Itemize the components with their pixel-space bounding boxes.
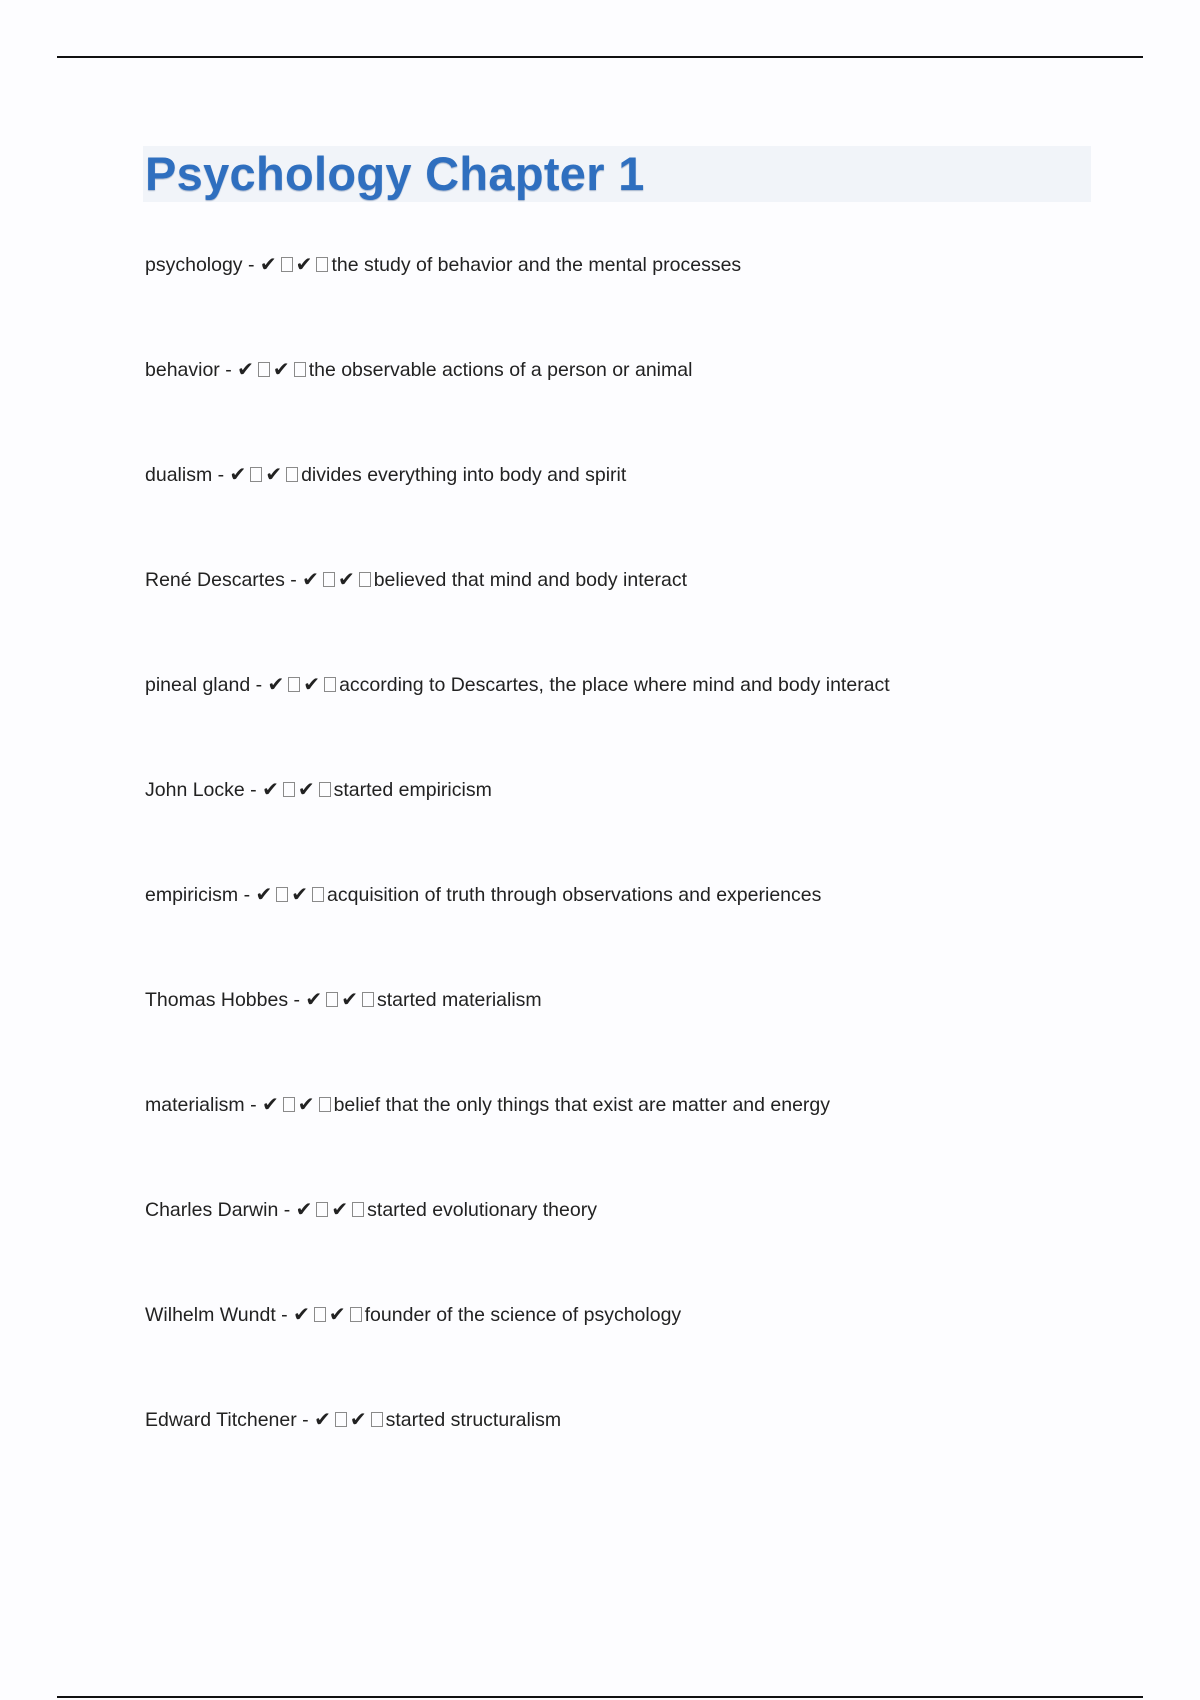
definition: started empiricism — [333, 779, 492, 801]
missing-glyph-box-icon — [316, 1202, 328, 1217]
missing-glyph-box-icon — [323, 572, 335, 587]
flashcard-entry — [145, 1302, 890, 1407]
separator: - — [288, 989, 306, 1011]
check-icon: ✔ — [237, 357, 254, 381]
missing-glyph-box-icon — [319, 1097, 331, 1112]
check-icon: ✔ — [262, 777, 279, 801]
flashcard-entry — [145, 987, 890, 1092]
separator: - — [278, 1199, 296, 1221]
definition: acquisition of truth through observations and experiences — [327, 884, 822, 906]
check-icon: ✔ — [229, 462, 247, 486]
check-icon: ✔ — [293, 1302, 310, 1326]
check-icon: ✔ — [265, 462, 283, 486]
missing-glyph-box-icon — [283, 1097, 295, 1112]
check-icon: ✔ — [331, 1197, 349, 1221]
separator: - — [296, 1409, 315, 1431]
missing-glyph-box-icon — [286, 467, 298, 482]
check-icon: ✔ — [295, 252, 313, 276]
separator: - — [284, 569, 303, 591]
flashcard-list — [145, 252, 890, 1512]
definition: started materialism — [376, 989, 542, 1011]
check-icon: ✔ — [328, 1302, 346, 1326]
missing-glyph-box-icon — [314, 1307, 326, 1322]
missing-glyph-box-icon — [294, 362, 306, 377]
missing-glyph-box-icon — [319, 782, 331, 797]
check-icon: ✔ — [255, 882, 273, 906]
missing-glyph-box-icon — [359, 572, 371, 587]
definition: started evolutionary theory — [367, 1199, 597, 1221]
term: psychology — [145, 254, 243, 276]
missing-glyph-box-icon — [335, 1412, 347, 1427]
check-icon: ✔ — [297, 777, 315, 801]
separator: - — [219, 359, 238, 381]
flashcard-entry — [145, 1092, 890, 1197]
term: Charles Darwin — [145, 1199, 279, 1221]
check-icon: ✔ — [305, 987, 323, 1011]
missing-glyph-box-icon — [352, 1202, 364, 1217]
separator: - — [250, 674, 268, 696]
check-icon: ✔ — [302, 567, 319, 591]
missing-glyph-box-icon — [371, 1412, 383, 1427]
missing-glyph-box-icon — [276, 887, 288, 902]
missing-glyph-box-icon — [288, 677, 300, 692]
separator: - — [244, 1094, 263, 1116]
definition: belief that the only things that exist are matter and energy — [333, 1094, 831, 1116]
missing-glyph-box-icon — [258, 362, 270, 377]
term: Edward Titchener — [145, 1409, 297, 1431]
term: René Descartes — [145, 569, 285, 591]
missing-glyph-box-icon — [281, 257, 293, 272]
check-icon: ✔ — [297, 1092, 315, 1116]
missing-glyph-box-icon — [250, 467, 262, 482]
check-icon: ✔ — [272, 357, 290, 381]
definition: the study of behavior and the mental processes — [331, 254, 742, 276]
flashcard-entry — [145, 777, 890, 882]
definition: divides everything into body and spirit — [301, 464, 627, 486]
definition: according to Descartes, the place where mind and body interact — [339, 674, 890, 696]
check-icon: ✔ — [259, 252, 277, 276]
missing-glyph-box-icon — [316, 257, 328, 272]
missing-glyph-box-icon — [326, 992, 338, 1007]
check-icon: ✔ — [314, 1407, 331, 1431]
separator: - — [212, 464, 230, 486]
definition: believed that mind and body interact — [373, 569, 687, 591]
flashcard-entry — [145, 1197, 890, 1302]
flashcard-entry — [145, 567, 890, 672]
term: Thomas Hobbes — [145, 989, 289, 1011]
check-icon: ✔ — [303, 672, 321, 696]
page-title: Psychology Chapter 1 — [145, 147, 645, 200]
term: empiricism — [145, 884, 239, 906]
check-icon: ✔ — [262, 1092, 279, 1116]
top-rule — [57, 56, 1143, 58]
check-icon: ✔ — [337, 567, 355, 591]
flashcard-entry — [145, 672, 890, 777]
missing-glyph-box-icon — [324, 677, 336, 692]
flashcard-entry — [145, 882, 890, 987]
flashcard-entry — [145, 462, 890, 567]
term: John Locke — [145, 779, 245, 801]
term: materialism — [145, 1094, 245, 1116]
separator: - — [275, 1304, 294, 1326]
term: behavior — [145, 359, 220, 381]
definition: founder of the science of psychology — [364, 1304, 682, 1326]
flashcard-entry — [145, 1407, 890, 1512]
definition: started structuralism — [385, 1409, 562, 1431]
check-icon: ✔ — [349, 1407, 367, 1431]
missing-glyph-box-icon — [350, 1307, 362, 1322]
term: pineal gland — [145, 674, 251, 696]
missing-glyph-box-icon — [283, 782, 295, 797]
separator: - — [242, 254, 260, 276]
definition: the observable actions of a person or animal — [308, 359, 693, 381]
check-icon: ✔ — [291, 882, 309, 906]
flashcard-entry — [145, 252, 890, 357]
missing-glyph-box-icon — [362, 992, 374, 1007]
separator: - — [244, 779, 263, 801]
missing-glyph-box-icon — [312, 887, 324, 902]
bottom-rule — [57, 1696, 1143, 1698]
separator: - — [238, 884, 256, 906]
check-icon: ✔ — [341, 987, 358, 1011]
check-icon: ✔ — [295, 1197, 313, 1221]
term: Wilhelm Wundt — [145, 1304, 276, 1326]
flashcard-entry — [145, 357, 890, 462]
term: dualism — [145, 464, 213, 486]
check-icon: ✔ — [267, 672, 285, 696]
